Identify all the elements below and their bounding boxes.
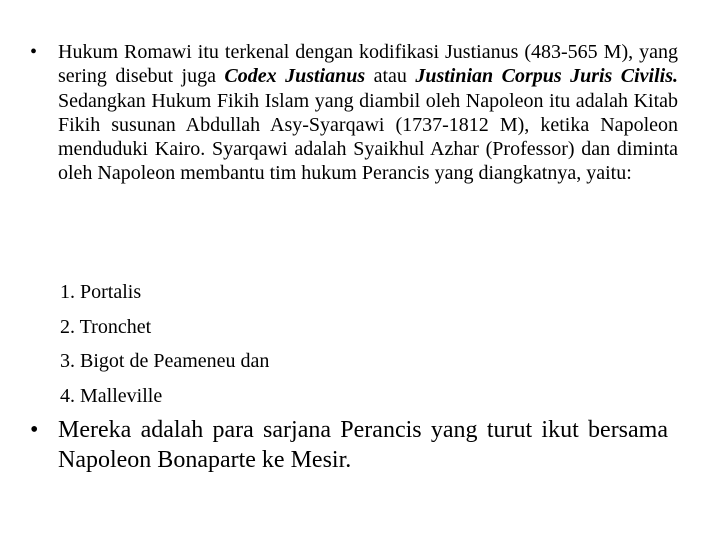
list-item: 2. Tronchet [60,315,152,338]
bullet-2-paragraph: Mereka adalah para sarjana Perancis yang turut ikut bersama Napoleon Bonaparte ke Mesir. [58,417,668,473]
paragraph-text: Sedangkan Hukum Fikih Islam yang diambil oleh Napoleon itu adalah Kitab Fikih susunan Abdullah Asy-Syarqawi (1737-1812 M), ketika Napoleon menduduki Kairo. Syarqawi adalah Syaikhul Azhar (Professor) dan diminta oleh Napoleon membantu tim hukum Perancis yang diangkatnya, yaitu: [58,89,678,185]
bullet-1-paragraph [58,40,678,186]
list-item: 3. Bigot de Peameneu dan [60,350,270,372]
bullet-dot-icon: • [30,417,39,443]
jurist-list [60,275,269,413]
corpus-juris-term: Justinian Corpus Juris Civilis. [415,65,679,88]
list-item: 4. Malleville [60,384,163,407]
codex-justianus-term: Codex Justianus [224,65,366,88]
paragraph-text: atau [365,65,416,88]
paragraph-text: Hukum Romawi itu terkenal dengan kodifikasi Justianus (483-565 M), yang sering disebut juga [58,41,678,88]
bullet-dot-icon: • [30,41,38,63]
list-item: 1. Portalis [60,281,142,303]
